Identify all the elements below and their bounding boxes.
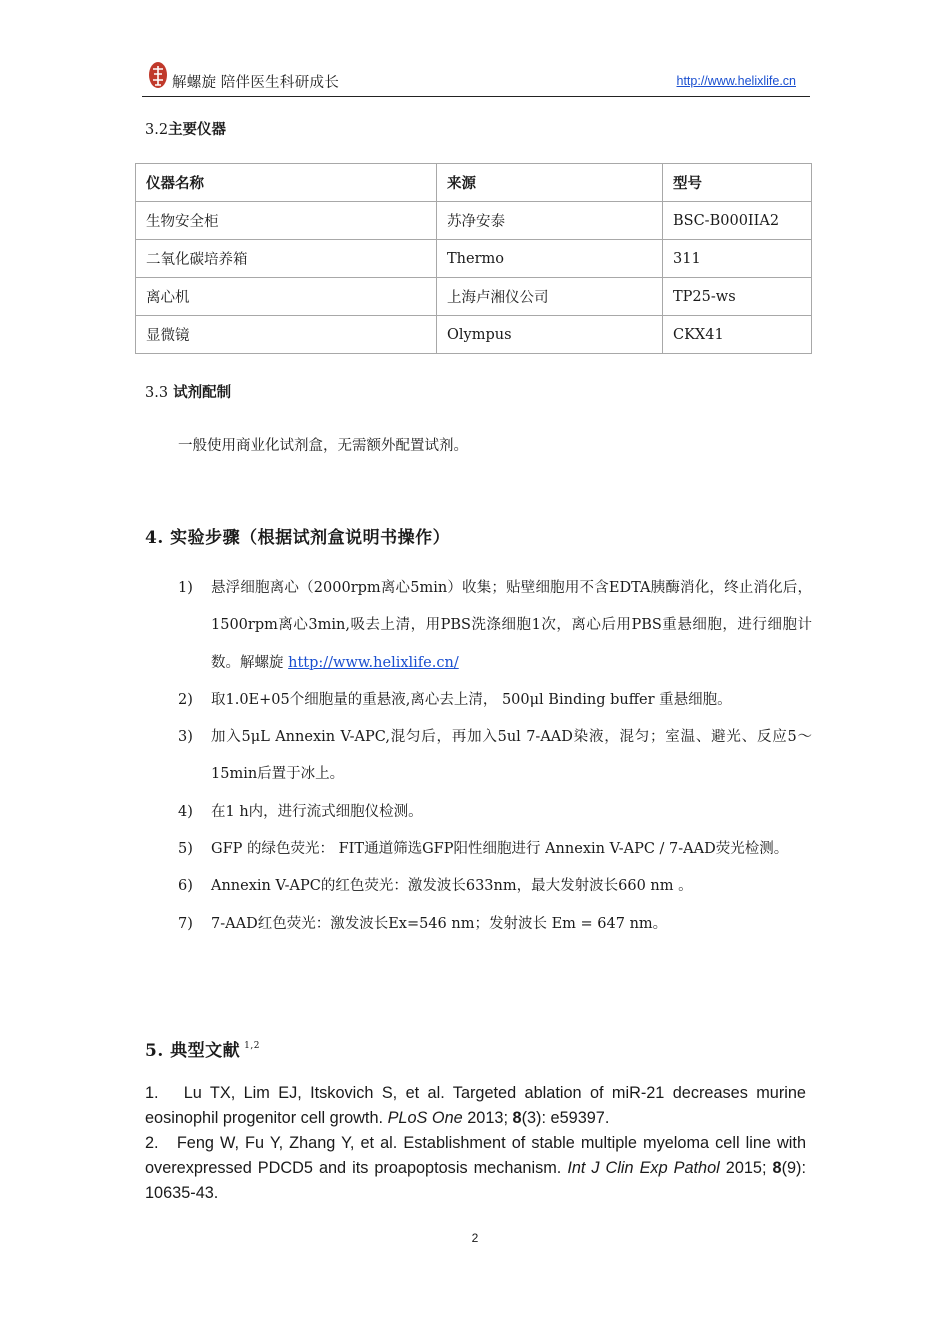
table-cell: BSC-B000IIA2 — [663, 202, 812, 240]
table-header-cell: 仪器名称 — [136, 164, 437, 202]
section-3-2-heading: 3.2主要仪器 — [145, 121, 227, 138]
table-header-cell: 型号 — [663, 164, 812, 202]
list-item: 2) 取1.0E+05个细胞量的重悬液,离心去上清， 500μl Binding buffer 重悬细胞。 — [178, 691, 732, 708]
table-cell: CKX41 — [663, 316, 812, 354]
table-cell: 二氧化碳培养箱 — [136, 240, 437, 278]
instrument-table — [135, 163, 812, 354]
page-number: 2 — [471, 1231, 479, 1245]
table-cell: 显微镜 — [136, 316, 437, 354]
section-3-3-text: 一般使用商业化试剂盒，无需额外配置试剂。 — [178, 438, 468, 454]
table-cell: 离心机 — [136, 278, 437, 316]
table-cell: Thermo — [437, 240, 663, 278]
list-item: 7) 7-AAD红色荧光：激发波长Ex=546 nm；发射波长 Em = 647 nm。 — [178, 915, 668, 932]
list-item: 5) GFP 的绿色荧光： FIT通道筛选GFP阳性细胞进行 Annexin V-APC / 7-AAD荧光检测。 — [178, 841, 789, 858]
table-row — [136, 316, 812, 354]
table-cell: 生物安全柜 — [136, 202, 437, 240]
table-header-row — [136, 164, 812, 202]
reference-list — [145, 1081, 806, 1206]
reference-item: 2. Feng W, Fu Y, Zhang Y, et al. Establishment of stable multiple myeloma cell line with overexpressed PDCD5 and its proapoptosis mechanism. Int J Clin Exp Pathol 2015; 8(9): 10635-43. — [145, 1134, 807, 1202]
list-item: 6) Annexin V-APC的红色荧光：激发波长633nm，最大发射波长660 nm 。 — [178, 878, 693, 895]
table-cell: 上海卢湘仪公司 — [437, 278, 663, 316]
table-row — [136, 240, 812, 278]
table-row — [136, 278, 812, 316]
reference-item: 1. Lu TX, Lim EJ, Itskovich S, et al. Targeted ablation of miR-21 decreases murine eosinophil progenitor cell growth. PLoS One 2013; 8(3): e59397. — [145, 1084, 806, 1127]
table-row — [136, 202, 812, 240]
table-cell: 311 — [663, 240, 812, 278]
page-header — [142, 60, 810, 97]
section-5-heading: 5. 典型文献 $^{1,2}$ — [145, 1041, 260, 1061]
header-title: 解螺旋 陪伴医生科研成长 — [172, 75, 340, 91]
table-cell: 苏净安泰 — [437, 202, 663, 240]
table-header-cell: 来源 — [437, 164, 663, 202]
list-item: 3) 加入5μL Annexin V-APC,混匀后，再加入5ul 7-AAD染液，混匀；室温、避光、反应5～15min后置于冰上。 — [178, 729, 812, 783]
section-4-heading: 4. 实验步骤（根据试剂盒说明书操作） — [145, 528, 451, 548]
helixlife-link[interactable]: http://www.helixlife.cn/ — [288, 654, 459, 671]
header-url-link[interactable]: http://www.helixlife.cn — [676, 74, 796, 88]
helixlife-logo-icon — [147, 60, 169, 92]
table-cell: TP25-ws — [663, 278, 812, 316]
section-3-3-heading: 3.3 试剂配制 — [145, 384, 232, 401]
list-item: 1) 悬浮细胞离心（2000rpm离心5min）收集；贴壁细胞用不含EDTA胰酶消化，终止消化后，1500rpm离心3min,吸去上清，用PBS洗涤细胞1次，离心后用PBS重悬细胞，进行细胞计数。解螺旋 http://www.helixlife.cn/ — [178, 580, 812, 671]
procedure-steps — [178, 570, 812, 943]
list-item: 4) 在1 h内，进行流式细胞仪检测。 — [178, 803, 423, 820]
table-cell: Olympus — [437, 316, 663, 354]
